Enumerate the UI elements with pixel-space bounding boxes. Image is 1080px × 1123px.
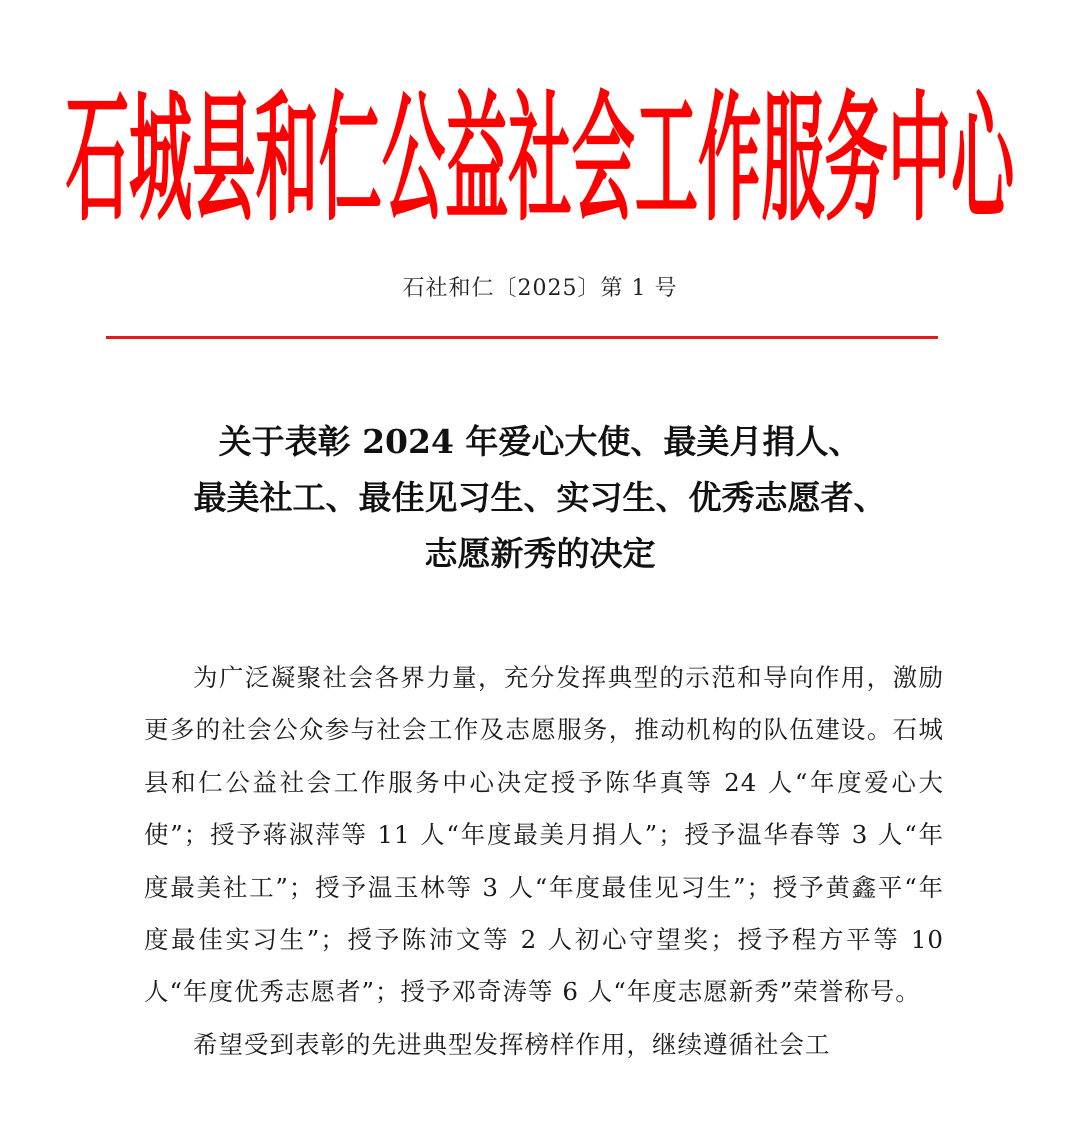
body-paragraph-1: 为广泛凝聚社会各界力量，充分发挥典型的示范和导向作用，激励更多的社会公众参与社会工作及志愿服务，推动机构的队伍建设。石城县和仁公益社会工作服务中心决定授予陈华真等 24 人“年度爱心大使”；授予蒋淑萍等 11 人“年度最美月捐人”；授予温华春等 3 人“年度最美社工”；授予温玉林等 3 人“年度最佳见习生”；授予黄鑫平“年度最佳实习生”；授予陈沛文等 2 人初心守望奖；授予程方平等 10 人“年度优秀志愿者”；授予邓奇涛等 6 人“年度志愿新秀”荣誉称号。 xyxy=(144,663,944,1007)
document-body xyxy=(144,652,944,1071)
document-title xyxy=(120,414,960,582)
org-header xyxy=(0,82,1080,242)
body-paragraph-2: 希望受到表彰的先进典型发挥榜样作用，继续遵循社会工 xyxy=(193,1029,831,1059)
title-line-2: 最美社工、最佳见习生、实习生、优秀志愿者、 xyxy=(193,478,887,517)
red-divider-line xyxy=(106,336,938,339)
title-line-3: 志愿新秀的决定 xyxy=(424,534,656,573)
title-line-1: 关于表彰 2024 年爱心大使、最美月捐人、 xyxy=(218,422,862,461)
document-number: 石社和仁〔2025〕第 1 号 xyxy=(402,276,678,301)
organization-name: 石城县和仁公益社会工作服务中心 xyxy=(65,82,1015,242)
